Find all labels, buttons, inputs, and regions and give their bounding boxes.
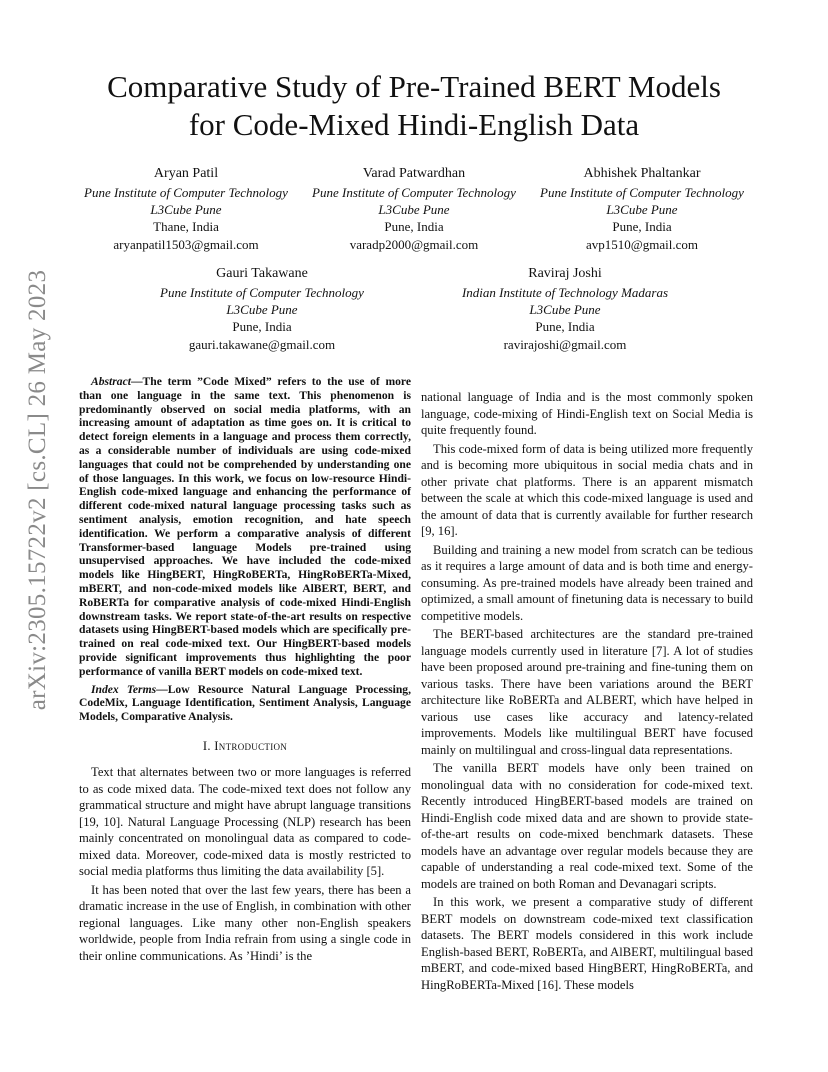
body-paragraph: Text that alternates between two or more languages is referred to as code mixed data. The code-mixed text does not follow any grammatical structure and might have abrupt language transitions [19, 10]. Natural Language Processing (NLP) research has been mainly concentrated on monolingual data as compared to code-mixed data. Moreover, code-mixed data is mostly restricted to social media platforms thus limiting the data availability [5]. — [79, 765, 411, 879]
author-affiliation: Indian Institute of Technology Madaras — [461, 285, 669, 300]
author-org: L3Cube Pune — [150, 202, 222, 218]
abstract-label: Abstract — [91, 375, 131, 388]
section-heading: I. Introduction — [202, 738, 288, 753]
paper-title — [70, 68, 758, 144]
abstract — [79, 375, 411, 679]
author-location: Pune, India — [232, 319, 292, 335]
left-column — [79, 375, 411, 966]
author-location: Pune, India — [612, 219, 672, 235]
author-email: gauri.takawane@gmail.com — [188, 336, 336, 352]
author-name: Varad Patwardhan — [362, 166, 466, 181]
author-location: Pune, India — [384, 219, 444, 235]
author-name: Aryan Patil — [153, 166, 219, 181]
author-org: L3Cube Pune — [606, 202, 678, 218]
body-paragraph: national language of India and is the most commonly spoken language, code-mixing of Hindi-English text on Social Media is quite frequently found. — [421, 390, 753, 437]
author-affiliation: Pune Institute of Computer Technology — [84, 185, 288, 200]
author-affiliation: Pune Institute of Computer Technology — [160, 285, 364, 300]
index-terms — [79, 683, 411, 724]
title-line-1: Comparative Study of Pre-Trained BERT Models — [107, 69, 721, 104]
arxiv-sidebar-stamp — [13, 269, 63, 711]
author-org: L3Cube Pune — [378, 202, 450, 218]
author-name: Raviraj Joshi — [528, 266, 602, 281]
index-terms-label: Index Terms — [91, 682, 157, 696]
right-column — [421, 389, 753, 995]
author-name: Gauri Takawane — [216, 266, 308, 281]
body-paragraph: Building and training a new model from scratch can be tedious as it requires a large amount of data and is both time and energy-consuming. As pre-trained models have already been trained and optimized, a small amount of finetuning data is necessary to build competitive models. — [421, 542, 753, 623]
author-org: L3Cube Pune — [226, 302, 298, 318]
author-block — [72, 164, 300, 253]
author-email: avp1510@gmail.com — [586, 236, 698, 252]
arxiv-id: arXiv:2305.15722v2 [cs.CL] 26 May 2023 — [24, 269, 51, 711]
author-email: aryanpatil1503@gmail.com — [113, 236, 259, 252]
title-line-2: for Code-Mixed Hindi-English Data — [188, 107, 640, 142]
author-org: L3Cube Pune — [529, 302, 601, 318]
body-paragraph: In this work, we present a comparative study of different BERT models on downstream code-mixed text classification datasets. The BERT models considered in this work include English-based BERT, RoBERTa, and AlBERT, multilingual based mBERT, and code-mixed based HingBERT, HingRoBERTa, and HingRoBERTa-Mixed [16]. These models — [421, 895, 753, 992]
author-location: Pune, India — [535, 319, 595, 335]
author-block — [448, 264, 682, 353]
index-terms-text: —Low Resource Natural Language Processing, CodeMix, Language Identification, Sentiment Analysis, Language Models, Comparative Analysis. — [79, 682, 411, 724]
author-name: Abhishek Phaltankar — [583, 166, 701, 181]
author-affiliation: Pune Institute of Computer Technology — [540, 185, 744, 200]
body-paragraph: This code-mixed form of data is being utilized more frequently and is becoming more ubiquitous in social media chats and in other private chat platforms. There is an apparent mismatch between the scale at which this code-mixed language is used and the amount of data that is currently available for further research [9, 16]. — [421, 441, 753, 538]
author-location: Thane, India — [153, 219, 219, 235]
body-paragraph: The vanilla BERT models have only been trained on monolingual data with no consideration for code-mixed text. Recently introduced HingBERT-based models are trained on Hindi-English code mixed data and are shown to provide state-of-the-art results on code-mixed benchmark datasets. These models have an advantage over regular models because they are capable of understanding a real code-mixed text. Some of the models are trained on both Roman and Devanagari scripts. — [421, 761, 753, 891]
body-paragraph: It has been noted that over the last few years, there has been a dramatic increase in the use of English, in combination with other regional languages. Like many other non-English speakers worldwide, people from India refrain from using a single code in their online communications. As ’Hindi’ is the — [79, 882, 411, 963]
author-email: ravirajoshi@gmail.com — [503, 336, 627, 352]
body-paragraph: The BERT-based architectures are the standard pre-trained language models currently used in literature [7]. A lot of studies have been proposed around pre-training and fine-tuning them on various tasks. There have been variations around the BERT architecture like RoBERTa and ALBERT, which have helped in various use cases like accuracy and latency-related improvements. Models like multilingual BERT have focused mainly on multilingual and cross-lingual data representations. — [421, 627, 753, 757]
author-block — [528, 164, 756, 253]
author-block — [300, 164, 528, 253]
author-affiliation: Pune Institute of Computer Technology — [312, 185, 516, 200]
author-email: varadp2000@gmail.com — [349, 236, 479, 252]
author-block — [145, 264, 379, 353]
abstract-text: —The term ”Code Mixed” refers to the use of more than one language in the same text. This phenomenon is predominantly observed on social media platforms, with an increasing amount of adaptation as time goes on. It is critical to detect foreign elements in a language and process them correctly, as a considerable number of individuals are using code-mixed languages that could not be comprehended by understanding one of those languages. In this work, we focus on low-resource Hindi-English code-mixed language and enhancing the performance of different code-mixed natural language processing tasks such as sentiment analysis, emotion recognition, and hate speech identification. We perform a comparative analysis of different Transformer-based language Models pre-trained using unsupervised approaches. We have included the code-mixed models like HingBERT, HingRoBERTa, HingRoBERTa-Mixed, mBERT, and non-code-mixed models like AlBERT, BERT, and RoBERTa for comparative analysis of code-mixed Hindi-English downstream tasks. We report state-of-the-art results on respective datasets using HingBERT-based models which are specifically pre-trained on real code-mixed text. Our HingBERT-based models provide significant improvements thus highlighting the poor performance of vanilla BERT models on code-mixed text. — [79, 375, 411, 678]
